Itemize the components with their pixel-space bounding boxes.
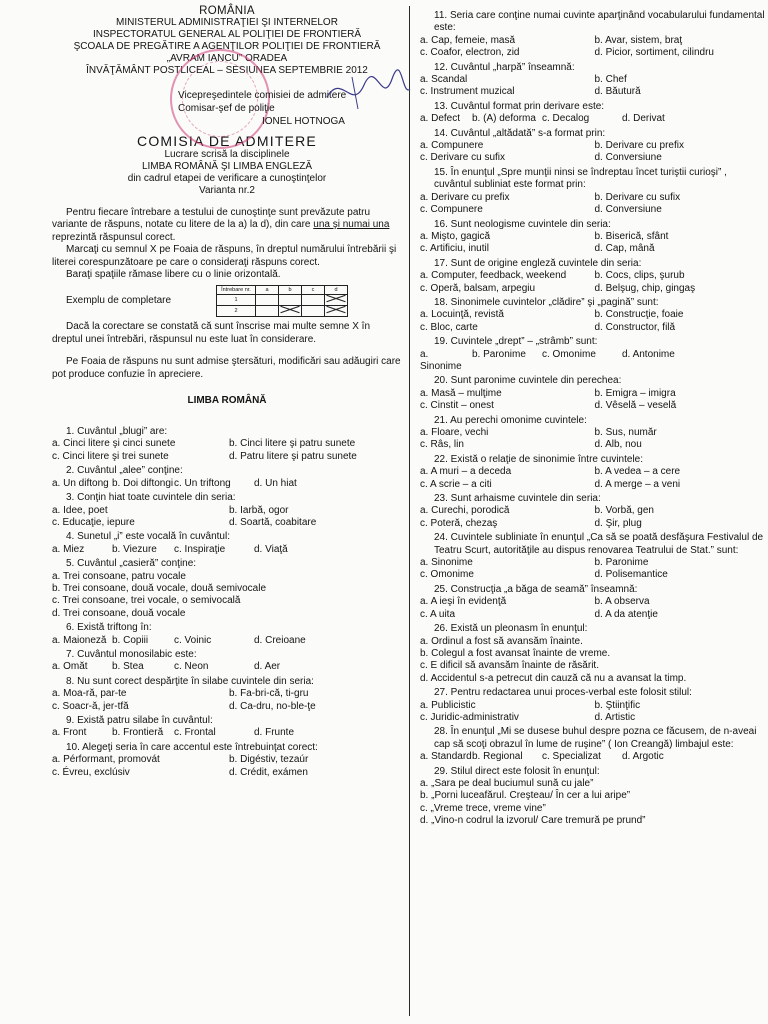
signatory-title: Vicepreşedintele comisiei de admitere bbox=[178, 90, 347, 101]
questions-right bbox=[420, 10, 765, 828]
answer-option: a. Publicistic bbox=[420, 699, 476, 711]
table-cell bbox=[302, 306, 325, 317]
answer-option: c. Compunere bbox=[420, 204, 483, 216]
answer-option: d. Antonime bbox=[622, 348, 675, 360]
left-column bbox=[52, 5, 402, 781]
answer-option: a. Pérformant, promovát bbox=[52, 754, 160, 766]
answer-options bbox=[52, 478, 402, 490]
answer-option: d. Soartă, coabitare bbox=[229, 516, 317, 528]
answer-option: b. Paronime bbox=[594, 557, 649, 569]
example-table bbox=[216, 285, 348, 317]
question-stem: 9. Există patru silabe în cuvântul: bbox=[66, 715, 213, 726]
answer-option: b. Derivare cu sufix bbox=[594, 191, 681, 203]
answer-options bbox=[420, 778, 765, 828]
question-stem: 6. Există triftong în: bbox=[66, 622, 152, 634]
answer-option: c. Râs, lin bbox=[420, 439, 464, 451]
answer-option: d. Accidentul s-a petrecut din cauză că nu a avansat la timp. bbox=[420, 672, 687, 684]
instruction-underlined: una şi numai una bbox=[313, 219, 390, 231]
answer-option: b. Stea bbox=[112, 661, 144, 673]
answer-option: d. Argotic bbox=[622, 751, 664, 763]
question-item bbox=[420, 584, 765, 621]
answer-options bbox=[420, 596, 765, 621]
question-stem: 11. Seria care conţine numai cuvinte aparţinând vocabularului fundamental este: bbox=[434, 10, 765, 34]
answer-option: a. Derivare cu prefix bbox=[420, 191, 510, 203]
answer-option: d. Polisemantice bbox=[594, 569, 668, 581]
answer-option: b. Regional bbox=[472, 751, 523, 763]
question-stem: 17. Sunt de origine engleză cuvintele din seria: bbox=[434, 257, 642, 269]
question-stem: 14. Cuvântul „altădată” s-a format prin: bbox=[434, 127, 606, 139]
answer-option: b. Construcţie, foaie bbox=[594, 309, 684, 321]
answer-options bbox=[52, 438, 402, 463]
x-mark-icon bbox=[326, 295, 346, 302]
question-item bbox=[52, 492, 402, 529]
answer-option: b. Digéstiv, tezaúr bbox=[229, 754, 309, 766]
question-stem: 21. Au perechi omonime cuvintele: bbox=[434, 414, 587, 426]
answer-option: a. Computer, feedback, weekend bbox=[420, 270, 567, 282]
question-item bbox=[52, 742, 402, 779]
answer-option: a. Compunere bbox=[420, 140, 484, 152]
answer-option: b. Avar, sistem, braţ bbox=[594, 34, 683, 46]
question-stem: 23. Sunt arhaisme cuvintele din seria: bbox=[434, 493, 601, 505]
question-stem: 20. Sunt paronime cuvintele din perechea: bbox=[434, 375, 622, 387]
answer-option: b. Sus, număr bbox=[594, 427, 657, 438]
question-item bbox=[52, 622, 402, 647]
answer-option: d. Viaţă bbox=[254, 543, 288, 555]
question-item bbox=[420, 375, 765, 412]
question-stem: 1. Cuvântul „blugi” are: bbox=[66, 426, 168, 438]
answer-options bbox=[420, 636, 765, 686]
answer-options bbox=[52, 754, 402, 779]
answer-option: b. Cinci litere şi patru sunete bbox=[229, 438, 356, 450]
answer-option: c. Frontal bbox=[174, 727, 216, 739]
question-item bbox=[52, 558, 402, 620]
question-stem: 27. Pentru redactarea unui proces-verbal este folosit stilul: bbox=[434, 687, 692, 699]
question-stem: 22. Există o relaţie de sinonimie între cuvintele: bbox=[434, 453, 643, 465]
question-item bbox=[52, 531, 402, 556]
answer-options bbox=[420, 309, 765, 334]
questions-left bbox=[52, 426, 402, 779]
answer-options bbox=[420, 140, 765, 165]
answer-option: b. A vedea – a cere bbox=[594, 466, 681, 478]
table-cell bbox=[256, 295, 279, 306]
answer-option: c. Bloc, carte bbox=[420, 321, 478, 333]
table-header: a bbox=[256, 286, 279, 295]
answer-option: b. Paronime bbox=[472, 348, 526, 360]
table-header: d bbox=[325, 286, 348, 295]
right-column bbox=[420, 10, 765, 830]
header-line: INSPECTORATUL GENERAL AL POLIŢIEI DE FRONTIERĂ bbox=[92, 29, 362, 40]
answer-option: c. Cinci litere şi trei sunete bbox=[52, 450, 169, 462]
answer-option: d. A merge – a veni bbox=[594, 478, 681, 490]
answer-options bbox=[52, 544, 402, 556]
subtitle-line: Lucrare scrisă la disciplinele bbox=[164, 149, 290, 160]
question-item bbox=[420, 101, 765, 126]
header-line: „AVRAM IANCU” ORADEA bbox=[166, 53, 288, 64]
instruction-paragraph: Dacă la corectare se constată că sunt înscrise mai multe semne X în dreptul unei întrebări, răspunsul nu este luat în considerare. bbox=[52, 321, 371, 345]
question-stem: 7. Cuvântul monosilabic este: bbox=[66, 648, 197, 660]
answer-option: d. Aer bbox=[254, 661, 281, 673]
answer-option: a. Scandal bbox=[420, 74, 468, 86]
answer-option: c. Instrument muzical bbox=[420, 86, 515, 98]
answer-option: a. Curechi, porodică bbox=[420, 505, 510, 517]
question-stem: 15. În enunţul „Spre munţii ninsi se îndreptau încet turiştii curioşi” , cuvântul subliniat este format prin: bbox=[434, 166, 727, 191]
answer-option: b. Copiii bbox=[112, 634, 149, 646]
answer-option: a. Cinci litere şi cinci sunete bbox=[52, 438, 176, 450]
question-item bbox=[420, 219, 765, 256]
answer-option: b. Iarbă, ogor bbox=[229, 504, 289, 516]
answer-options bbox=[420, 113, 765, 125]
answer-option: c. A uita bbox=[420, 608, 456, 620]
answer-option: a. A muri – a deceda bbox=[420, 466, 512, 478]
answer-option: c. Coafor, electron, zid bbox=[420, 47, 520, 59]
question-item bbox=[420, 167, 765, 217]
table-cell bbox=[279, 306, 302, 317]
instruction-text: Pentru fiecare întrebare a testului de cunoştinţe sunt prevăzute patru variante de răspuns, notate cu litere de la a) la d), din care bbox=[52, 207, 371, 231]
answer-option: d. Vêselă – veselă bbox=[594, 400, 677, 412]
question-item bbox=[420, 62, 765, 99]
answer-option: d. Şir, plug bbox=[594, 517, 642, 529]
answer-option: a. Idee, poet bbox=[52, 504, 108, 516]
table-cell bbox=[325, 295, 348, 306]
answer-options bbox=[420, 192, 765, 217]
answer-options bbox=[52, 635, 402, 647]
answer-option: b. Vorbă, gen bbox=[594, 505, 654, 517]
answer-option: c. Specializat bbox=[542, 751, 601, 763]
answer-option: c. E dificil să avansăm înainte de răsărit. bbox=[420, 660, 599, 672]
question-item bbox=[420, 297, 765, 334]
instruction-text: reprezintă răspunsul corect. bbox=[52, 231, 176, 243]
question-stem: 12. Cuvântul „harpă” înseamnă: bbox=[434, 61, 575, 73]
question-item bbox=[52, 649, 402, 674]
question-item bbox=[52, 676, 402, 713]
answer-option: b. Colegul a fost avansat înainte de vreme. bbox=[420, 647, 611, 659]
answer-option: c. Artificiu, inutil bbox=[420, 243, 489, 255]
answer-option: b. Chef bbox=[594, 74, 627, 86]
signatory-name: IONEL HOTNOGA bbox=[262, 116, 345, 127]
answer-option: d. Trei consoane, două vocale bbox=[52, 607, 186, 619]
answer-option: c. Voinic bbox=[174, 634, 212, 646]
question-item bbox=[52, 715, 402, 740]
answer-option: d. „Vino-n codrul la izvorul/ Care tremură pe prund” bbox=[420, 815, 646, 827]
question-item bbox=[420, 623, 765, 685]
answer-option: a. „Sara pe deal buciumul sună cu jale” bbox=[420, 777, 594, 789]
answer-option: c. Omonime bbox=[420, 569, 474, 581]
answer-option: c. A scrie – a citi bbox=[420, 478, 492, 490]
answer-option: a. Locuinţă, revistă bbox=[420, 309, 504, 321]
answer-option: a. Maioneză bbox=[52, 634, 107, 646]
answer-options bbox=[420, 700, 765, 725]
header-line: ÎNVĂŢĂMÂNT POSTLICEAL – SESIUNEA SEPTEMBRIE 2012 bbox=[86, 65, 368, 76]
question-stem: 25. Construcţia „a băga de seamă” înseamnă: bbox=[434, 583, 638, 595]
answer-option: b. Emigra – imigra bbox=[594, 387, 676, 399]
answer-option: d. Alb, nou bbox=[594, 439, 642, 451]
table-cell bbox=[325, 306, 348, 317]
answer-options bbox=[420, 466, 765, 491]
answer-option: b. Fa-bri-că, ti-gru bbox=[229, 688, 309, 700]
question-stem: 28. În enunţul „Mi se dusese buhul despre pozna ce făcusem, de n-aveai cap să scoţi obrazul în lume de ruşine” ( Ion Creangă) limbajul este: bbox=[434, 726, 757, 750]
answer-option: b. Ştiinţific bbox=[594, 699, 641, 711]
answer-option: a. Trei consoane, patru vocale bbox=[52, 570, 186, 582]
answer-option: d. Frunte bbox=[254, 727, 295, 739]
answer-option: a. Ordinul a fost să avansăm înainte. bbox=[420, 635, 583, 647]
question-item bbox=[420, 766, 765, 828]
answer-option: a. A ieşi în evidenţă bbox=[420, 596, 507, 608]
answer-option: c. Operă, balsam, arpegiu bbox=[420, 282, 536, 294]
answer-option: d. Artistic bbox=[594, 711, 636, 723]
question-item bbox=[420, 10, 765, 60]
question-stem: 2. Cuvântul „alee” conţine: bbox=[66, 465, 183, 477]
question-stem: 18. Sinonimele cuvintelor „clădire” şi „pagină” sunt: bbox=[434, 296, 659, 308]
answer-option: c. Inspiraţie bbox=[174, 543, 226, 555]
signatory-rank: Comisar-şef de poliţie bbox=[178, 103, 275, 114]
question-stem: 4. Sunetul „i” este vocală în cuvântul: bbox=[66, 531, 230, 543]
answer-option: d. Picior, sortiment, cilindru bbox=[594, 47, 714, 59]
answer-options bbox=[420, 35, 765, 60]
table-cell bbox=[302, 295, 325, 306]
table-header: c bbox=[302, 286, 325, 295]
answer-options bbox=[420, 505, 765, 530]
question-stem: 29. Stilul direct este folosit în enunţul: bbox=[434, 765, 600, 777]
table-header: b bbox=[279, 286, 302, 295]
answer-options bbox=[420, 231, 765, 256]
answer-option: c. Educaţie, iepure bbox=[52, 516, 135, 528]
answer-option: d. Patru litere şi patru sunete bbox=[229, 450, 357, 462]
x-mark-icon bbox=[326, 306, 346, 313]
answer-option: b. Derivare cu prefix bbox=[594, 140, 684, 152]
committee-title: COMISIA DE ADMITERE bbox=[137, 133, 317, 149]
question-item bbox=[420, 493, 765, 530]
answer-option: a. Miez bbox=[52, 543, 85, 555]
answer-option: a. Front bbox=[52, 727, 87, 739]
answer-option: b. Viezure bbox=[112, 543, 157, 555]
answer-option: c. Évreu, exclúsiv bbox=[52, 766, 130, 778]
question-item bbox=[52, 426, 402, 463]
question-item bbox=[420, 687, 765, 724]
question-stem: 13. Cuvântul format prin derivare este: bbox=[434, 100, 605, 112]
handwritten-signature-icon bbox=[322, 67, 412, 117]
answer-option: a. Sinonime bbox=[420, 557, 473, 569]
question-stem: 26. Există un pleonasm în enunţul: bbox=[434, 623, 588, 635]
answer-option: d. Conversiune bbox=[594, 204, 662, 216]
answer-option: d. Ca-dru, no-ble-ţe bbox=[229, 700, 316, 712]
table-cell bbox=[256, 306, 279, 317]
table-header: Întrebare nr. bbox=[217, 286, 256, 295]
signatory bbox=[178, 89, 346, 128]
answer-option: c. Poteră, chezaş bbox=[420, 517, 498, 529]
instruction-paragraph: Marcaţi cu semnul X pe Foaia de răspuns, în dreptul numărului întrebării şi literei corespunzătoare pe care o consideraţi răspuns corect. bbox=[52, 244, 397, 268]
answer-options bbox=[420, 74, 765, 99]
answer-option: c. Cinstit – onest bbox=[420, 400, 494, 412]
answer-option: a. Mişto, gagică bbox=[420, 230, 491, 242]
answer-option: b. Cocs, clips, şurub bbox=[594, 270, 685, 282]
answer-option: d. Un hiat bbox=[254, 477, 297, 489]
answer-option: c. Derivare cu sufix bbox=[420, 152, 506, 164]
instruction-paragraph: Baraţi spaţiile rămase libere cu o linie orizontală. bbox=[66, 269, 281, 281]
answer-option: a. Moa-ră, par-te bbox=[52, 688, 127, 700]
answer-option: c. Juridic-administrativ bbox=[420, 711, 519, 723]
answer-options bbox=[52, 688, 402, 713]
header-line: MINISTERUL ADMINISTRAŢIEI ŞI INTERNELOR bbox=[116, 17, 338, 28]
table-cell bbox=[279, 295, 302, 306]
answer-option: a. Omăt bbox=[52, 661, 88, 673]
section-title: LIMBA ROMÂNĂ bbox=[187, 395, 267, 407]
question-stem: 10. Alegeţi seria în care accentul este întrebuinţat corect: bbox=[66, 741, 318, 753]
answer-option: c. Trei consoane, trei vocale, o semivocală bbox=[52, 595, 241, 607]
answer-option: d. Conversiune bbox=[594, 152, 662, 164]
country-title: ROMÂNIA bbox=[199, 5, 255, 17]
answer-options bbox=[420, 751, 765, 763]
question-stem: 8. Nu sunt corect despărţite în silabe cuvintele din seria: bbox=[66, 675, 314, 687]
answer-option: d. Belşug, chip, gingaş bbox=[594, 282, 696, 294]
instruction-paragraph: Pe Foaia de răspuns nu sunt admise ştersături, modificări sau adăugiri care pot produce confuzie în apreciere. bbox=[52, 356, 401, 380]
answer-option: a. Cap, femeie, masă bbox=[420, 34, 516, 46]
header-line: ŞCOALA DE PREGĂTIRE A AGENŢILOR POLIŢIEI DE FRONTIERĂ bbox=[73, 41, 381, 52]
answer-option: c. Omonime bbox=[542, 348, 596, 360]
answer-options bbox=[420, 427, 765, 452]
question-item bbox=[420, 128, 765, 165]
answer-option: d. A da atenţie bbox=[594, 608, 658, 620]
answer-option: d. Constructor, filă bbox=[594, 321, 676, 333]
answer-option: d. Crédit, exámen bbox=[229, 766, 308, 778]
answer-option: d. Cap, mână bbox=[594, 243, 655, 255]
question-item bbox=[420, 336, 765, 373]
answer-option: a. Defect bbox=[420, 113, 461, 125]
subtitle-line: LIMBA ROMÂNĂ ŞI LIMBA ENGLEZĂ bbox=[141, 161, 313, 172]
answer-option: c. Un triftong bbox=[174, 477, 231, 489]
answer-option: a. Floare, vechi bbox=[420, 427, 489, 438]
question-item bbox=[420, 415, 765, 452]
exam-subtitle bbox=[52, 149, 402, 197]
answer-option: c. Neon bbox=[174, 661, 209, 673]
instruction-paragraph bbox=[52, 207, 402, 244]
question-stem: 5. Cuvântul „casieră” conţine: bbox=[66, 558, 197, 570]
answer-option: b. Trei consoane, două vocale, două semivocale bbox=[52, 582, 267, 594]
answer-options bbox=[52, 505, 402, 530]
answer-option: b. Biserică, sfânt bbox=[594, 230, 669, 242]
answer-option: d. Creioane bbox=[254, 634, 306, 646]
example-label: Exemplu de completare bbox=[66, 295, 172, 307]
table-cell: 2 bbox=[217, 306, 256, 317]
answer-options bbox=[420, 349, 765, 374]
answer-options bbox=[420, 388, 765, 413]
question-item bbox=[52, 465, 402, 490]
answer-option: a. Masă – mulţime bbox=[420, 387, 502, 399]
answer-option: b. (A) deforma bbox=[472, 113, 536, 125]
answer-option: c. Soacr-ă, jer-tfă bbox=[52, 700, 129, 712]
answer-option: a. Sinonime bbox=[420, 348, 462, 372]
answer-option: a. Un diftong bbox=[52, 477, 109, 489]
answer-option: b. Frontieră bbox=[112, 727, 164, 739]
x-mark-icon bbox=[280, 306, 300, 313]
question-stem: 3. Conţin hiat toate cuvintele din seria: bbox=[66, 492, 236, 504]
question-item bbox=[420, 726, 765, 763]
column-divider bbox=[409, 6, 410, 1016]
answer-options bbox=[52, 661, 402, 673]
signature-block bbox=[52, 79, 402, 137]
question-stem: 16. Sunt neologisme cuvintele din seria: bbox=[434, 218, 611, 230]
question-item bbox=[420, 454, 765, 491]
answer-option: b. A observa bbox=[594, 596, 650, 608]
answer-options bbox=[52, 571, 402, 621]
answer-option: d. Derivat bbox=[622, 113, 665, 125]
table-cell: 1 bbox=[217, 295, 256, 306]
answer-option: a. Standard bbox=[420, 751, 472, 763]
variant-label: Varianta nr.2 bbox=[199, 185, 255, 196]
example-block bbox=[52, 285, 402, 321]
question-item bbox=[420, 532, 765, 582]
question-stem: 24. Cuvintele subliniate în enunţul „Ca să se poată desfăşura Festivalul de Teatru Scurt, autorităţile au dispus renovarea Teatrului de Stat.” sunt: bbox=[434, 532, 764, 556]
answer-option: d. Băutură bbox=[594, 86, 641, 98]
question-item bbox=[420, 258, 765, 295]
answer-option: c. Decalog bbox=[542, 113, 590, 125]
subtitle-line: din cadrul etapei de verificare a cunoştinţelor bbox=[127, 173, 327, 184]
answer-option: b. Doi diftongi bbox=[112, 477, 174, 489]
answer-option: b. „Porni luceafărul. Creşteau/ În cer a lui aripe” bbox=[420, 790, 631, 802]
question-stem: 19. Cuvintele „drept” – „strâmb” sunt: bbox=[434, 336, 598, 348]
answer-options bbox=[420, 270, 765, 295]
answer-options bbox=[52, 727, 402, 739]
answer-option: c. „Vreme trece, vreme vine” bbox=[420, 802, 546, 814]
answer-options bbox=[420, 557, 765, 582]
